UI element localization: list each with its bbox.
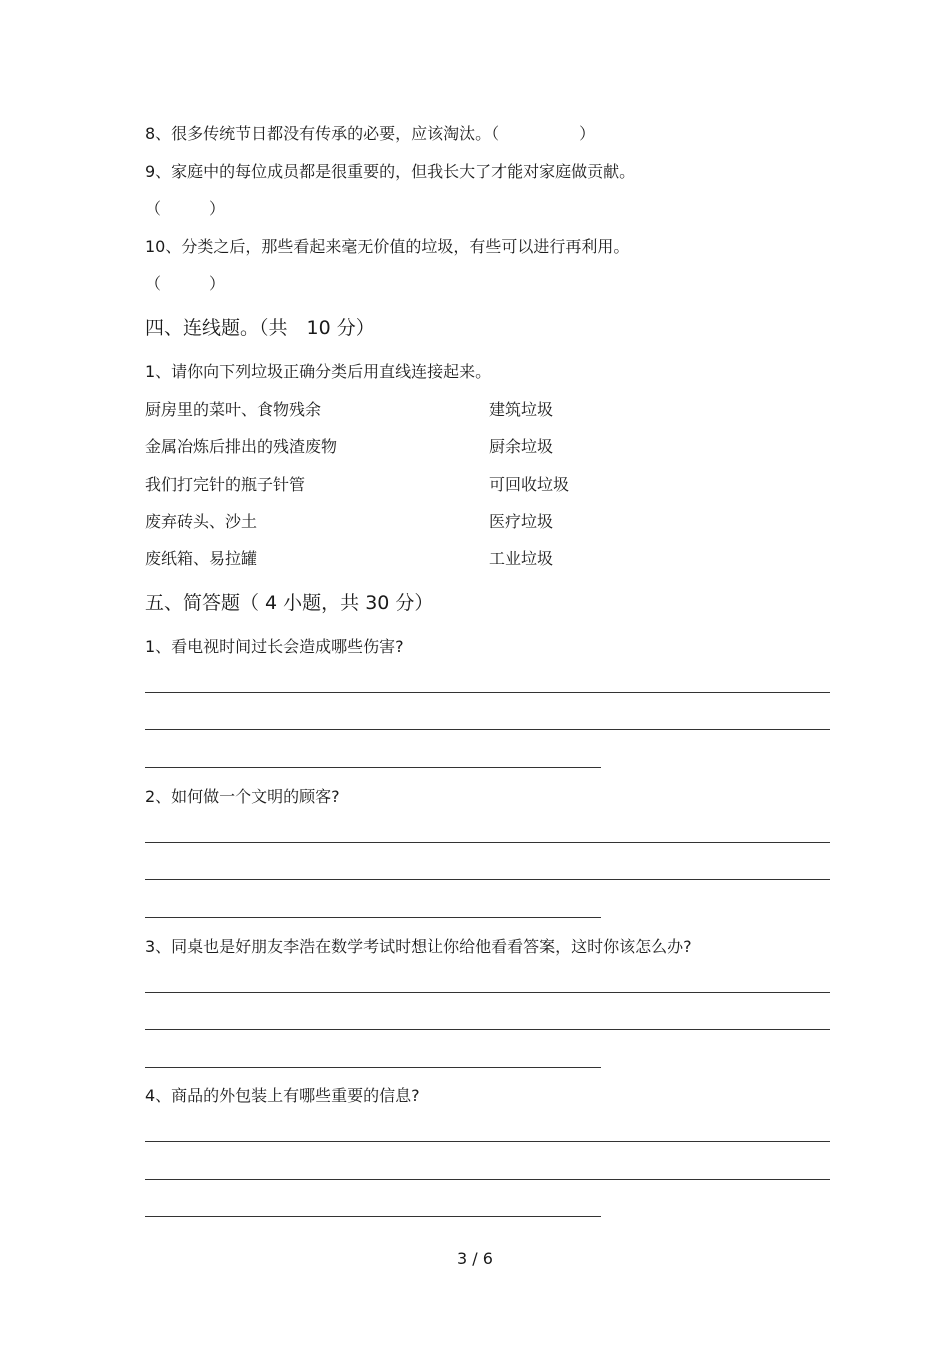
matching-left-item: 金属冶炼后排出的残渣废物 xyxy=(145,437,338,456)
judgement-q9: 9、家庭中的每位成员都是很重要的，但我长大了才能对家庭做贡献。 xyxy=(145,162,636,181)
matching-left-item: 我们打完针的瓶子针管 xyxy=(145,475,306,494)
answer-line xyxy=(145,729,830,730)
answer-line xyxy=(145,1179,830,1180)
section5-title: 五、简答题（ 4 小题，共 30 分） xyxy=(145,592,434,614)
short-answer-question-2: 2、如何做一个文明的顾客? xyxy=(145,787,340,806)
answer-line xyxy=(145,1029,830,1030)
matching-right-item: 工业垃圾 xyxy=(489,549,554,568)
judgement-q10-answer-paren: （ ） xyxy=(145,274,226,293)
judgement-q10: 10、分类之后，那些看起来毫无价值的垃圾，有些可以进行再利用。 xyxy=(145,237,630,256)
matching-right-item: 厨余垃圾 xyxy=(489,437,554,456)
answer-line xyxy=(145,879,830,880)
answer-line xyxy=(145,1216,601,1217)
matching-right-item: 医疗垃圾 xyxy=(489,512,554,531)
page-number: 3 / 6 xyxy=(457,1249,493,1268)
matching-left-item: 厨房里的菜叶、食物残余 xyxy=(145,400,322,419)
short-answer-question-3: 3、同桌也是好朋友李浩在数学考试时想让你给他看看答案，这时你该怎么办? xyxy=(145,937,692,956)
matching-right-item: 可回收垃圾 xyxy=(489,475,570,494)
matching-left-item: 废纸箱、易拉罐 xyxy=(145,549,258,568)
answer-line xyxy=(145,1067,601,1068)
answer-line xyxy=(145,692,830,693)
answer-line xyxy=(145,992,830,993)
answer-line xyxy=(145,917,601,918)
answer-line xyxy=(145,842,830,843)
answer-line xyxy=(145,767,601,768)
judgement-q8: 8、很多传统节日都没有传承的必要，应该淘汰。（ ） xyxy=(145,124,596,143)
section4-instruction: 1、请你向下列垃圾正确分类后用直线连接起来。 xyxy=(145,362,492,381)
section4-title: 四、连线题。（共 10 分） xyxy=(145,317,375,339)
judgement-q9-answer-paren: （ ） xyxy=(145,199,226,218)
short-answer-question-4: 4、商品的外包装上有哪些重要的信息? xyxy=(145,1086,420,1105)
short-answer-question-1: 1、看电视时间过长会造成哪些伤害? xyxy=(145,637,404,656)
answer-line xyxy=(145,1141,830,1142)
matching-left-item: 废弃砖头、沙土 xyxy=(145,512,258,531)
matching-right-item: 建筑垃圾 xyxy=(489,400,554,419)
